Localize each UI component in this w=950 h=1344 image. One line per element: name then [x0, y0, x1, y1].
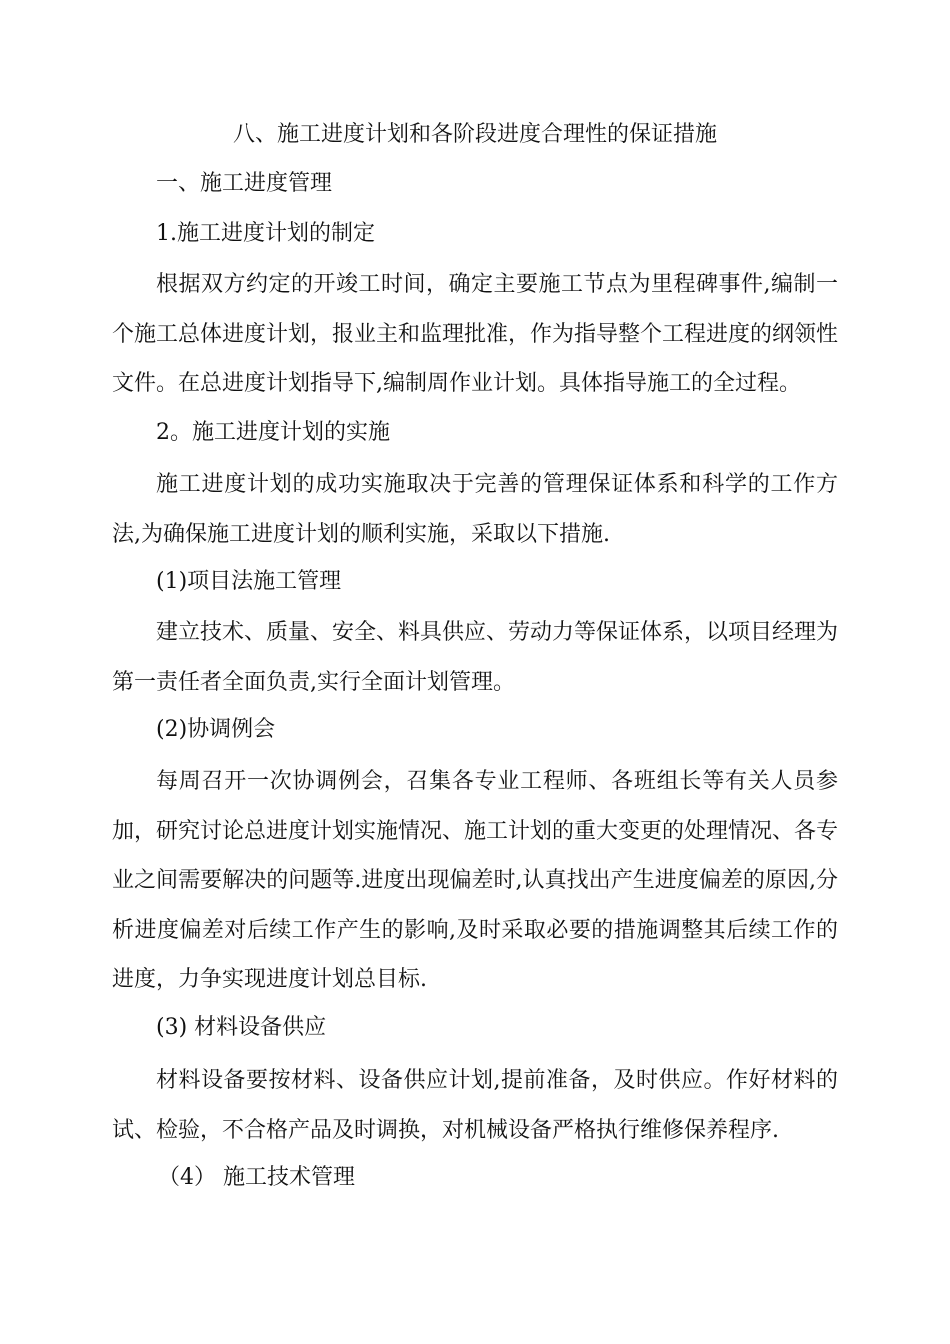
paragraph-plan-implementation: 施工进度计划的成功实施取决于完善的管理保证体系和科学的工作方法,为确保施工进度计划的顺利实施，采取以下措施. [112, 472, 838, 547]
item-heading-material-supply: (3) 材料设备供应 [156, 1015, 327, 1040]
paragraph-coordination-meeting: 每周召开一次协调例会，召集各专业工程师、各班组长等有关人员参加，研究讨论总进度计划实施情况、施工计划的重大变更的处理情况、各专业之间需要解决的问题等.进度出现偏差时,认真找出产生进度偏差的原因,分析进度偏差对后续工作产生的影响,及时采取必要的措施调整其后续工作的进度，力争实现进度计划总目标. [112, 769, 839, 992]
document-title: 八、施工进度计划和各阶段进度合理性的保证措施 [232, 122, 717, 147]
subheading-plan-formulation: 1.施工进度计划的制定 [156, 221, 375, 246]
section-heading-schedule-management: 一、施工进度管理 [156, 171, 333, 196]
item-heading-technical-management: （4） 施工技术管理 [158, 1165, 355, 1190]
paragraph-plan-formulation: 根据双方约定的开竣工时间，确定主要施工节点为里程碑事件,编制一个施工总体进度计划，报业主和监理批准，作为指导整个工程进度的纲领性文件。在总进度计划指导下,编制周作业计划。具体指导施工的全过程。 [112, 272, 839, 396]
subheading-plan-implementation: 2。施工进度计划的实施 [156, 420, 390, 445]
item-heading-coordination-meeting: (2)协调例会 [156, 717, 276, 742]
paragraph-material-supply: 材料设备要按材料、设备供应计划,提前准备，及时供应。作好材料的试、检验，不合格产品及时调换，对机械设备严格执行维修保养程序. [112, 1068, 838, 1143]
item-heading-project-management: (1)项目法施工管理 [156, 569, 342, 594]
paragraph-project-management: 建立技术、质量、安全、料具供应、劳动力等保证体系，以项目经理为第一责任者全面负责,实行全面计划管理。 [112, 620, 839, 695]
